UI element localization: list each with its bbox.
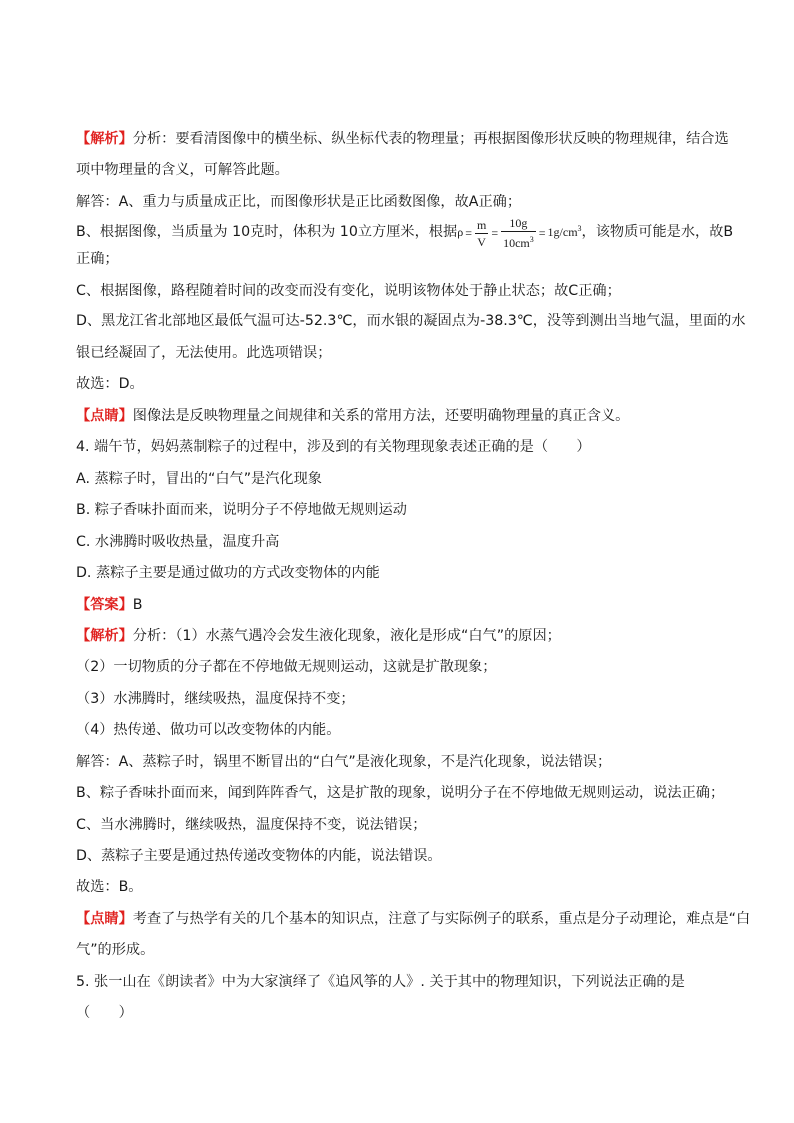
q3-solve-b-post: ，该物质可能是水，故B [581,224,734,241]
q4-solve-b: B、粽子香味扑面而来，闻到阵阵香气，这是扩散的现象，说明分子在不停地做无规则运动，说法正确； [76,785,725,801]
formula-m: m [476,217,487,232]
q5-stem-2: （ ） [76,1005,133,1021]
q4-solve-a: 解答：A、蒸粽子时，锅里不断冒出的“白气”是液化现象，不是汽化现象，说法错误； [76,754,612,770]
q4-analysis-4: （4）热传递、做功可以改变物体的内能。 [76,722,341,738]
q4-analysis-1 [76,626,726,646]
q3-solve-a: 解答：A、重力与质量成正比，而图像形状是正比函数图像，故A正确； [76,194,522,210]
q4-option-a: A. 蒸粽子时，冒出的“白气”是汽化现象 [76,471,322,487]
q3-analysis-line [76,129,729,149]
formula-denominator [501,232,536,250]
answer-tag: 【答案】 [76,597,133,613]
analysis-tag: 【解析】 [76,628,133,644]
q4-choose: 故选：B。 [76,879,143,895]
q4-analysis-text: 分析：（1）水蒸气遇冷会发生液化现象，液化是形成“白气”的原因； [132,628,561,644]
q3-solve-b-2: 正确； [76,251,119,267]
q3-solve-d-2: 银已经凝固了，无法使用。此选项错误； [76,345,332,361]
q3-solve-b [76,214,734,251]
q4-solve-c: C、当水沸腾时，继续吸热，温度保持不变，说法错误； [76,817,427,833]
q4-comment-2: 气”的形成。 [76,942,155,958]
density-formula [457,214,581,250]
comment-tag: 【点睛】 [76,408,133,424]
q4-stem: 4. 端午节，妈妈蒸制粽子的过程中，涉及到的有关物理现象表述正确的是（ ） [76,439,591,455]
formula-fraction-values [501,216,536,250]
q3-solve-d: D、黑龙江省北部地区最低气温可达-52.3℃，而水银的凝固点为-38.3℃，没等到测出当地气温，里面的水 [76,313,746,329]
analysis-tag: 【解析】 [76,131,133,147]
formula-fraction-mv [475,218,488,249]
q4-comment-text: 考查了与热学有关的几个基本的知识点，注意了与实际例子的联系，重点是分子动理论，难点是“白 [132,911,751,927]
formula-eq: = [491,226,499,241]
formula-eq: = [465,226,472,241]
q3-analysis-line-2: 项中物理量的含义，可解答此题。 [76,162,289,178]
formula-rho: ρ [457,225,464,239]
formula-numerator: 10g [501,216,536,232]
q4-option-d: D. 蒸粽子主要是通过做功的方式改变物体的内能 [76,565,380,581]
formula-v: V [477,234,486,249]
formula-den-text: 10cm [503,236,530,251]
q4-analysis-2: （2）一切物质的分子都在不停地做无规则运动，这就是扩散现象； [76,659,497,675]
comment-tag: 【点睛】 [76,911,133,927]
q4-analysis-3: （3）水沸腾时，继续吸热，温度保持不变； [76,691,355,707]
formula-result: 1g/cm [547,225,578,239]
formula-result-sup: 3 [577,224,582,233]
q4-option-c: C. 水沸腾时吸收热量，温度升高 [76,534,280,550]
q4-answer [76,595,726,615]
q4-option-b: B. 粽子香味扑面而来，说明分子不停地做无规则运动 [76,502,407,518]
q4-solve-d: D、蒸粽子主要是通过热传递改变物体的内能，说法错误。 [76,848,442,864]
q3-solve-b-pre: B、根据图像，当质量为 10克时，体积为 10立方厘米，根据 [76,224,458,241]
q4-answer-value: B [132,597,143,613]
q5-stem: 5. 张一山在《朗读者》中为大家演绎了《追风筝的人》. 关于其中的物理知识，下列说法正确的是 [76,974,685,990]
q3-comment [76,406,726,426]
formula-den-sup: 3 [529,235,534,245]
q4-comment [76,909,751,929]
q3-solve-c: C、根据图像，路程随着时间的改变而没有变化，说明该物体处于静止状态；故C正确； [76,283,621,299]
formula-eq: = [538,226,546,241]
q3-comment-text: 图像法是反映物理量之间规律和关系的常用方法，还要明确物理量的真正含义。 [132,408,630,424]
q3-analysis-text: 分析：要看清图像中的横坐标、纵坐标代表的物理量；再根据图像形状反映的物理规律，结合选 [132,131,729,147]
q3-choose: 故选：D。 [76,376,144,392]
